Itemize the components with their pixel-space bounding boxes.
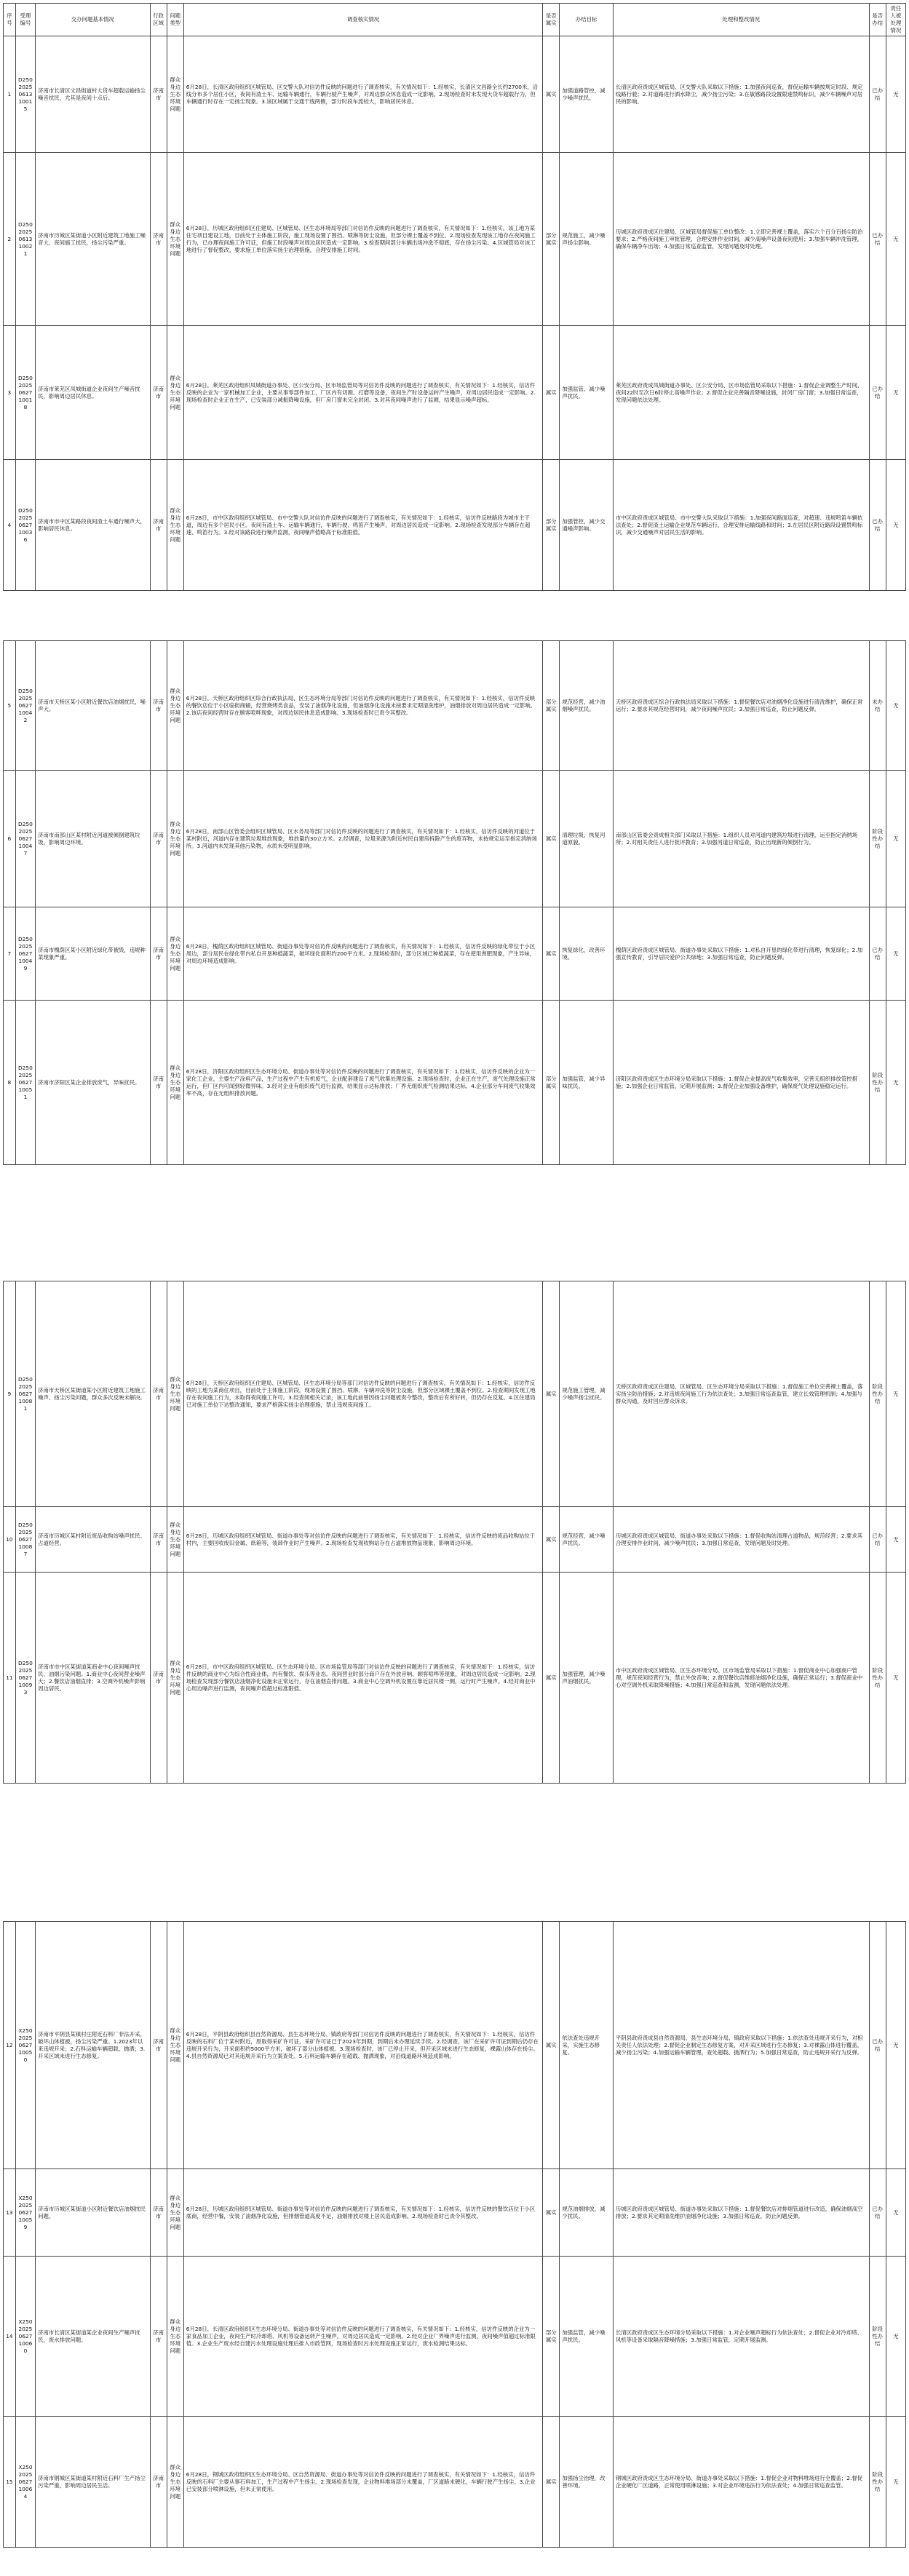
row-seq: 8 bbox=[4, 1001, 16, 1165]
report-table bbox=[3, 3, 906, 591]
report-table bbox=[3, 640, 906, 1165]
row-accountability: 无 bbox=[886, 771, 905, 907]
row-rectify: 市中区政府责成区城管局、区生态环境分局、区市场监管局采取以下措施：1.督促商业中心加强商户管理，规范夜间经营行为，禁止外放音响；2.督促餐饮店维修油烟净化设施，确保正常运行；3.督促商业中心对空调外机采取降噪措施；4.加强日常巡查和监测，发现问题依法处理。 bbox=[613, 1573, 869, 1784]
row-district: 济南市 bbox=[150, 907, 167, 1001]
col-header-seq: 序号 bbox=[4, 4, 16, 36]
row-type: 群众身边生态环境问题 bbox=[167, 1281, 183, 1507]
row-closed: 已办结 bbox=[869, 153, 886, 326]
col-header-case-no: 受理编号 bbox=[15, 4, 35, 36]
row-type: 群众身边生态环境问题 bbox=[167, 2257, 183, 2417]
table-row bbox=[4, 771, 906, 907]
header-row bbox=[4, 4, 906, 36]
table-row bbox=[4, 641, 906, 771]
row-type: 群众身边生态环境问题 bbox=[167, 1922, 183, 2169]
row-rectify: 平阴县政府责成县自然资源局、县生态环境分局、镇政府采取以下措施：1.依法查处违规开采行为，对相关责任人依法处理；2.督促企业制定生态修复方案，对开采区域进行生态修复；3.对裸露山体进行覆盖，减少扬尘污染；4.加强运输车辆管理，查处超载、抛洒行为；5.加强日常巡查，防止违规开采行为反弹。 bbox=[613, 1922, 869, 2169]
col-header-accountability: 责任人被处理情况 bbox=[886, 4, 905, 36]
row-case-no: D2502025062710087 bbox=[15, 1507, 35, 1573]
row-district: 济南市 bbox=[150, 153, 167, 326]
row-finding: 6月28日，市中区政府组织区城管局、市中交警大队对信访件反映的问题进行了调查核实，有关情况如下：1.经核实，信访件反映路段为城市主干道，周边有多个居民小区。夜间有渣土车、运输车辆通行，车辆行驶、鸣笛产生噪声，对周边居民造成一定影响。2.现场检查发现部分车辆存在超速、鸣笛行为。3.经对该路段进行噪声监测，夜间噪声值略高于标准限值。 bbox=[183, 460, 542, 591]
row-rectify: 长清区政府责成区生态环境分局采取以下措施：1.对企业噪声超标行为依法查处；2.督促企业对冷却塔、风机等设备采取隔音降噪措施；3.加强日常监管，定期开展监测。 bbox=[613, 2257, 869, 2417]
row-issue: 济南市历城区某街道小区附近建筑工地施工噪音大、夜间施工扰民，扬尘污染严重。 bbox=[36, 153, 150, 326]
row-verified: 部分属实 bbox=[543, 641, 560, 771]
row-verified: 属实 bbox=[543, 1281, 560, 1507]
row-accountability: 无 bbox=[886, 907, 905, 1001]
row-rectify: 天桥区政府责成区综合行政执法局采取以下措施：1.督促餐饮店对油烟净化设施进行清洗维护，确保正常运行；2.要求其规范经营时间，减少夜间噪声扰民；3.加强日常巡查，防止问题反弹。 bbox=[613, 641, 869, 771]
row-finding: 6月28日，天桥区政府组织区住建局、区城管局、区生态环境分局等部门对信访件反映的问题进行了调查核实，有关情况如下：1.经核实，信访件反映的工地为某商住项目，目前处于主体施工阶段。现场设置了围挡、喷淋、车辆冲洗等防尘设施，但部分区域裸土覆盖不到位。2.检查期间发现工地存在夜间施工行为，未取得夜间施工许可。3.经查阅相关记录，该工地此前曾因扬尘问题被责令整改，整改后有所好转，但仍存在反复。4.区住建局已对施工单位下达整改通知，要求严格落实扬尘治理措施，禁止违规夜间施工。 bbox=[183, 1281, 542, 1507]
row-goal: 加强监管，减少异味扰民。 bbox=[560, 1001, 613, 1165]
row-issue: 济南市平阴县某镇村庄附近石料厂非法开采，破坏山体植被，扬尘污染严重。1.2023年以来违规开采；2.石料运输车辆超载、抛洒；3.开采区域未进行生态修复。 bbox=[36, 1922, 150, 2169]
row-rectify: 济阳区政府责成区生态环境分局采取以下措施：1.督促企业提高废气收集效率，完善无组织排放管控措施；2.加强企业日常监管，定期开展监测；3.督促企业加强设备维护，确保废气处理设施稳定运行。 bbox=[613, 1001, 869, 1165]
row-rectify: 历城区政府责成区住建局、区城管局督促施工单位整改：1.立即完善裸土覆盖，落实六个百分百扬尘防治要求；2.严格夜间施工审批管理，合理安排作业时间，减少高噪声设备夜间使用；3.加强车辆冲洗管理，确保车辆净车出场；4.加强日常巡查监管，发现问题及时处理。 bbox=[613, 153, 869, 326]
table-row bbox=[4, 2257, 906, 2417]
row-finding: 6月28日，长清区政府组织区城管局、区交警大队对信访件反映的问题进行了调查核实，有关情况如下：1.经核实，长清区文昌路全长约2700米，沿线分布多个居住小区，夜间有渣土车、运输车辆通行，车辆行驶产生噪声，对周边群众休息造成一定影响。2.现场检查时未发现大货车超载行为，但车辆通行时存在一定扬尘现象。3.该区域属于交通干线两侧，部分时段车流较大，影响居民休息。 bbox=[183, 36, 542, 153]
row-goal: 清理垃圾，恢复河道原貌。 bbox=[560, 771, 613, 907]
table-row bbox=[4, 460, 906, 591]
row-rectify: 南部山区管委会责成相关部门采取以下措施：1.组织人员对河道内建筑垃圾进行清理，运至指定消纳场所；2.对相关责任人进行批评教育；3.加强河道日常巡查，防止出现新的倾倒行为。 bbox=[613, 771, 869, 907]
col-header-goal: 办结目标 bbox=[560, 4, 613, 36]
row-rectify: 天桥区政府责成区住建局、区城管局、区生态环境分局采取以下措施：1.督促施工单位完善裸土覆盖，落实扬尘防治措施；2.对违规夜间施工行为依法查处；3.加强日常巡查监管，建立长效管理机制；4.加强与群众沟通，及时回应群众诉求。 bbox=[613, 1281, 869, 1507]
row-verified: 属实 bbox=[543, 1922, 560, 2169]
row-accountability: 无 bbox=[886, 2257, 905, 2417]
row-issue: 济南市南部山区某村附近河道被倾倒建筑垃圾，影响周边环境。 bbox=[36, 771, 150, 907]
row-rectify: 历城区政府责成区城管局、街道办事处采取以下措施：1.督促收购站清理占道物品，规范经营；2.要求其合理安排作业时间，减少噪声扰民；3.加强日常巡查，发现问题及时处理。 bbox=[613, 1507, 869, 1573]
row-case-no: D2502025062710047 bbox=[15, 771, 35, 907]
row-issue: 济南市市中区某路段夜间渣土车通行噪声大，影响居民休息。 bbox=[36, 460, 150, 591]
row-case-no: D2502025062710049 bbox=[15, 907, 35, 1001]
row-verified: 属实 bbox=[543, 326, 560, 460]
row-seq: 6 bbox=[4, 771, 16, 907]
col-header-finding: 调查核实情况 bbox=[183, 4, 542, 36]
row-issue: 济南市莱芜区凤城街道企业夜间生产噪音扰民，影响周边居民休息。 bbox=[36, 326, 150, 460]
row-issue: 济南市济阳区某企业排放废气，异味扰民。 bbox=[36, 1001, 150, 1165]
page-1 bbox=[3, 3, 906, 591]
row-finding: 6月28日，平阴县政府组织县自然资源局、县生态环境分局、镇政府等部门对信访件反映的问题进行了调查核实，有关情况如下：1.经核实，信访件反映的石料厂位于某村附近，原取得采矿许可证，采矿许可证已于2023年到期，到期后未办理延续手续。2.经调查，该厂在采矿许可证到期后仍存在违规开采行为，开采面积约5000平方米，破坏了部分山体植被。3.现场检查时，该厂已停止开采，但开采区域未进行生态修复，裸露山体存在扬尘。4.县自然资源局已对其违规开采行为立案查处。5.石料运输车辆存在超载、抛洒现象，对沿线道路环境造成影响。 bbox=[183, 1922, 542, 2169]
col-header-issue: 交办问题基本情况 bbox=[36, 4, 150, 36]
row-verified: 部分属实 bbox=[543, 2257, 560, 2417]
row-issue: 济南市钢城区某街道某村附近石料厂生产扬尘污染严重，影响周边居民生活。 bbox=[36, 2417, 150, 2548]
row-rectify: 历城区政府责成区城管局、街道办事处采取以下措施：1.督促餐饮店对排烟管道进行改造，确保油烟高空排放；2.要求其定期清洗维护油烟净化设施；3.加强日常巡查，防止问题反弹。 bbox=[613, 2169, 869, 2257]
row-rectify: 钢城区政府责成区生态环境分局、街道办事处采取以下措施：1.督促企业对物料堆场进行全覆盖；2.督促企业硬化厂区道路，正常使用喷淋设施；3.对企业环境违法行为依法查处；4.加强日常巡查监管。 bbox=[613, 2417, 869, 2548]
row-type: 群众身边生态环境问题 bbox=[167, 907, 183, 1001]
row-district: 济南市 bbox=[150, 1507, 167, 1573]
row-district: 济南市 bbox=[150, 1281, 167, 1507]
row-district: 济南市 bbox=[150, 326, 167, 460]
row-closed: 已办结 bbox=[869, 326, 886, 460]
row-goal: 规范施工管理，减少噪声扬尘扰民。 bbox=[560, 1281, 613, 1507]
row-district: 济南市 bbox=[150, 36, 167, 153]
row-case-no: D2502025062710042 bbox=[15, 641, 35, 771]
row-accountability: 无 bbox=[886, 1573, 905, 1784]
row-finding: 6月28日，莱芜区政府组织凤城街道办事处、区公安分局、区市场监管局等对信访件反映的问题进行了调查核实，有关情况如下：1.经核实，信访件反映的企业为一家机械加工企业，主要从事零部件加工，厂区内有切割、打磨等设备，夜间生产时设备运转产生噪声，对周边居民造成一定影响。2.现场检查时企业正在生产，已安装部分减振降噪设施，但厂房门窗未完全封闭。3.对其夜间噪声进行了监测，结果显示噪声超标。 bbox=[183, 326, 542, 460]
row-case-no: X2502025062710050 bbox=[15, 1922, 35, 2169]
row-seq: 15 bbox=[4, 2417, 16, 2548]
row-district: 济南市 bbox=[150, 1001, 167, 1165]
row-finding: 6月28日，南部山区管委会组织区城管局、区水务局等部门对信访件反映的问题进行了调查核实，有关情况如下：1.经核实，信访件反映的河道位于某村附近，河道内存在建筑垃圾堆放现象，堆放量约30立方米。2.经调查，垃圾来源为附近村民自建房拆除产生的废弃物，未按规定运至指定消纳场所。3.河道内未发现其他污染物，水质未受明显影响。 bbox=[183, 771, 542, 907]
row-issue: 济南市天桥区某街道某小区附近建筑工地施工噪声、扬尘污染问题，群众多次反映未解决。 bbox=[36, 1281, 150, 1507]
table-row bbox=[4, 907, 906, 1001]
row-case-no: D2502025062710036 bbox=[15, 460, 35, 591]
row-issue: 济南市历城区某街道小区附近餐饮店油烟扰民问题。 bbox=[36, 2169, 150, 2257]
row-accountability: 无 bbox=[886, 1001, 905, 1165]
row-district: 济南市 bbox=[150, 2257, 167, 2417]
row-goal: 加强监管，减少噪声扰民。 bbox=[560, 2257, 613, 2417]
row-finding: 6月28日，历城区政府组织区城管局、街道办事处等对信访件反映的问题进行了调查核实，有关情况如下：1.经核实，信访件反映的废品收购站位于村内，主要回收废旧金属、纸箱等，装卸作业时产生噪声。2.现场检查发现收购站存在占道堆放物品现象，影响周边环境。 bbox=[183, 1507, 542, 1573]
row-rectify: 市中区政府责成区城管局、市中交警大队采取以下措施：1.加强夜间路面巡查，对超速、违规鸣笛车辆依法查处；2.督促渣土运输企业规范车辆运行，合理安排运输线路和时间；3.在居民区附近路段设置禁鸣标识，减少交通噪声对居民生活的影响。 bbox=[613, 460, 869, 591]
row-closed: 阶段性办结 bbox=[869, 771, 886, 907]
row-district: 济南市 bbox=[150, 771, 167, 907]
row-verified: 属实 bbox=[543, 771, 560, 907]
row-case-no: D2502025061310015 bbox=[15, 36, 35, 153]
row-seq: 13 bbox=[4, 2169, 16, 2257]
row-goal: 规范施工，减少噪声扬尘影响。 bbox=[560, 153, 613, 326]
row-type: 群众身边生态环境问题 bbox=[167, 2169, 183, 2257]
row-case-no: X2502025062710059 bbox=[15, 2169, 35, 2257]
row-goal: 加强扬尘治理，改善环境。 bbox=[560, 2417, 613, 2548]
table-row bbox=[4, 2417, 906, 2548]
row-district: 济南市 bbox=[150, 1922, 167, 2169]
row-seq: 9 bbox=[4, 1281, 16, 1507]
row-district: 济南市 bbox=[150, 460, 167, 591]
row-seq: 1 bbox=[4, 36, 16, 153]
row-accountability: 无 bbox=[886, 641, 905, 771]
row-case-no: D2502025062710093 bbox=[15, 1573, 35, 1784]
row-type: 群众身边生态环境问题 bbox=[167, 153, 183, 326]
row-district: 济南市 bbox=[150, 2417, 167, 2548]
row-goal: 加强管控，减少交通噪声影响。 bbox=[560, 460, 613, 591]
row-accountability: 无 bbox=[886, 36, 905, 153]
row-district: 济南市 bbox=[150, 2169, 167, 2257]
table-row bbox=[4, 36, 906, 153]
row-finding: 6月28日，长清区政府组织区生态环境分局、街道办事处等对信访件反映的问题进行了调查核实，有关情况如下：1.经核实，信访件反映的企业为一家食品加工企业，夜间生产时冷却塔、风机等设备运转产生噪声，对周边居民造成一定影响。2.经对企业厂界噪声进行监测，夜间噪声值超过标准限值。3.企业生产废水经自建污水处理设施处理后排入市政管网，现场检查时污水处理设施正常运行，废水检测结果达标。 bbox=[183, 2257, 542, 2417]
row-case-no: X2502025062710064 bbox=[15, 2417, 35, 2548]
row-finding: 6月28日，历城区政府组织区住建局、区城管局、区生态环境局等部门对信访件反映的问题进行了调查核实，有关情况如下：1.经核实，该工地为某住宅项目建设工地，目前处于主体施工阶段，施工现场设置了围挡、喷淋等防尘设施，但部分裸土覆盖不到位。2.现场检查发现该工地存在夜间施工行为，已办理夜间施工许可证，但施工时段噪声对周边居民造成一定影响。3.检查期间部分车辆出场冲洗不彻底，存在扬尘污染。4.区城管局对该工地进行了督促整改，要求施工单位落实扬尘治理措施，合理安排施工时间。 bbox=[183, 153, 542, 326]
row-issue: 济南市历城区某村附近废品收购站噪声扰民、占道经营。 bbox=[36, 1507, 150, 1573]
row-verified: 属实 bbox=[543, 1573, 560, 1784]
row-case-no: X2502025062710060 bbox=[15, 2257, 35, 2417]
row-finding: 6月28日，槐荫区政府组织区城管局、街道办事处等对信访件反映的问题进行了调查核实，有关情况如下：1.经核实，信访件反映的绿化带位于小区周边，部分居民在绿化带内私自开垦种植蔬菜，破坏绿化面积约200平方米。2.现场检查时，部分区域已种植蔬菜，存在使用粪肥现象，产生异味，对周边环境造成影响。 bbox=[183, 907, 542, 1001]
row-seq: 10 bbox=[4, 1507, 16, 1573]
row-accountability: 无 bbox=[886, 460, 905, 591]
row-closed: 阶段性办结 bbox=[869, 2417, 886, 2548]
row-seq: 14 bbox=[4, 2257, 16, 2417]
table-row bbox=[4, 326, 906, 460]
row-seq: 12 bbox=[4, 1922, 16, 2169]
row-goal: 加强道路管控，减少噪声扰民。 bbox=[560, 36, 613, 153]
row-verified: 属实 bbox=[543, 2169, 560, 2257]
row-accountability: 无 bbox=[886, 2169, 905, 2257]
row-verified: 属实 bbox=[543, 36, 560, 153]
row-finding: 6月28日，钢城区政府组织区生态环境分局、区自然资源局、街道办事处等对信访件反映的问题进行了调查核实，有关情况如下：1.经核实，信访件反映的石料厂主要从事石料加工，生产过程中产生扬尘。2.现场检查发现，企业物料堆场部分未覆盖，厂区道路未硬化，车辆行驶产生扬尘。3.企业已安装部分喷淋设施，但未正常使用。 bbox=[183, 2417, 542, 2548]
table-row bbox=[4, 1507, 906, 1573]
row-finding: 6月28日，济阳区政府组织区生态环境分局、街道办事处等对信访件反映的问题进行了调查核实，有关情况如下：1.经核实，信访件反映的企业为一家化工企业，主要生产涂料产品，生产过程中产生有机废气，企业配套建设了废气收集处理设施。2.现场检查时，企业正在生产，废气处理设施正常运行，但厂区内可闻到轻微异味。3.经对企业有组织废气进行监测，结果显示达标排放；厂界无组织废气检测结果达标。4.企业部分车间废气收集效率不高，存在无组织排放问题。 bbox=[183, 1001, 542, 1165]
row-district: 济南市 bbox=[150, 641, 167, 771]
row-rectify: 长清区政府责成区城管局、区交警大队采取以下措施：1.加强夜间巡查，督促运输车辆按规定时段、规定线路行驶；2.对道路进行洒水降尘，减少扬尘污染；3.在敏感路段设置限速禁鸣标识，减少车辆噪声对居民的影响。 bbox=[613, 36, 869, 153]
row-type: 群众身边生态环境问题 bbox=[167, 771, 183, 907]
row-goal: 加强管理，减少噪声油烟扰民。 bbox=[560, 1573, 613, 1784]
row-finding: 6月28日，市中区政府组织区城管局、区生态环境分局、区市场监管局等部门对信访件反映的问题进行了调查核实，有关情况如下：1.经核实，信访件反映的商业中心为综合性商业体，内有餐饮、娱乐等业态。夜间营业时部分商户存在外放音响、顾客喧哗等现象，对周边居民造成一定影响。2.现场检查发现部分餐饮店油烟净化设施未正常运行，存在油烟直排问题。3.商业中心空调外机设置在靠近居民楼一侧，运行时产生噪声。4.经对商业中心周边噪声进行监测，夜间噪声值超过标准限值。 bbox=[183, 1573, 542, 1784]
row-issue: 济南市市中区某街道某商业中心夜间噪声扰民、油烟污染问题。1.商业中心夜间营业噪声大；2.餐饮店油烟直排；3.空调外机噪声影响周边居民。 bbox=[36, 1573, 150, 1784]
row-rectify: 槐荫区政府责成区城管局、街道办事处采取以下措施：1.对私自开垦的绿化带进行清理，恢复绿化；2.加强宣传教育，引导居民爱护公共绿地；3.加强日常巡查，防止问题反弹。 bbox=[613, 907, 869, 1001]
row-closed: 已办结 bbox=[869, 2169, 886, 2257]
row-seq: 3 bbox=[4, 326, 16, 460]
row-closed: 阶段性办结 bbox=[869, 2257, 886, 2417]
row-verified: 属实 bbox=[543, 907, 560, 1001]
row-verified: 属实 bbox=[543, 1507, 560, 1573]
row-type: 群众身边生态环境问题 bbox=[167, 460, 183, 591]
row-goal: 规范油烟排放，减少扰民。 bbox=[560, 2169, 613, 2257]
row-closed: 已办结 bbox=[869, 907, 886, 1001]
row-finding: 6月28日，历城区政府组织区城管局、街道办事处等对信访件反映的问题进行了调查核实，有关情况如下：1.经核实，信访件反映的餐饮店位于小区底商，经营中餐，安装了油烟净化设施，但排烟管道高度不足，油烟排放对楼上居民造成影响。2.现场检查时已责令其整改。 bbox=[183, 2169, 542, 2257]
row-type: 群众身边生态环境问题 bbox=[167, 1573, 183, 1784]
row-type: 群众身边生态环境问题 bbox=[167, 326, 183, 460]
table-row bbox=[4, 153, 906, 326]
row-type: 群众身边生态环境问题 bbox=[167, 641, 183, 771]
row-type: 群众身边生态环境问题 bbox=[167, 2417, 183, 2548]
row-seq: 2 bbox=[4, 153, 16, 326]
table-row bbox=[4, 1922, 906, 2169]
row-accountability: 无 bbox=[886, 326, 905, 460]
row-verified: 部分属实 bbox=[543, 460, 560, 591]
row-goal: 规范经营，减少油烟噪声扰民。 bbox=[560, 641, 613, 771]
row-type: 群众身边生态环境问题 bbox=[167, 1507, 183, 1573]
row-accountability: 无 bbox=[886, 1507, 905, 1573]
row-verified: 部分属实 bbox=[543, 1001, 560, 1165]
row-goal: 依法查处违规开采，实施生态修复。 bbox=[560, 1922, 613, 2169]
row-verified: 部分属实 bbox=[543, 153, 560, 326]
row-closed: 已办结 bbox=[869, 1922, 886, 2169]
table-row bbox=[4, 1573, 906, 1784]
row-case-no: D2502025062710018 bbox=[15, 326, 35, 460]
row-closed: 已办结 bbox=[869, 36, 886, 153]
col-header-closed: 是否办结 bbox=[869, 4, 886, 36]
row-issue: 济南市槐荫区某小区附近绿化带被毁，违规种菜现象严重。 bbox=[36, 907, 150, 1001]
page-4 bbox=[3, 1921, 906, 2548]
report-table bbox=[3, 1921, 906, 2548]
col-header-district: 行政区域 bbox=[150, 4, 167, 36]
col-header-rectify: 处理和整改情况 bbox=[613, 4, 869, 36]
row-seq: 5 bbox=[4, 641, 16, 771]
row-case-no: D2502025062710051 bbox=[15, 1001, 35, 1165]
row-closed: 已办结 bbox=[869, 460, 886, 591]
row-accountability: 无 bbox=[886, 2417, 905, 2548]
report-table bbox=[3, 1281, 906, 1784]
row-rectify: 莱芜区政府责成凤城街道办事处、区公安分局、区市场监管局采取以下措施：1.督促企业调整生产时间，夜间22时至次日6时停止高噪声作业；2.督促企业完善隔音降噪设施，封闭厂房门窗；3.加强日常巡查，发现问题依法处理。 bbox=[613, 326, 869, 460]
row-issue: 济南市天桥区某小区附近餐饮店油烟扰民，噪声大。 bbox=[36, 641, 150, 771]
row-issue: 济南市长清区文昌街道村大货车超载运输扬尘噪音扰民，尤其是夜间十点后。 bbox=[36, 36, 150, 153]
row-closed: 阶段性办结 bbox=[869, 1281, 886, 1507]
row-type: 群众身边生态环境问题 bbox=[167, 36, 183, 153]
row-closed: 已办结 bbox=[869, 1507, 886, 1573]
row-accountability: 无 bbox=[886, 153, 905, 326]
col-header-type: 问题类型 bbox=[167, 4, 183, 36]
row-goal: 规范经营，减少噪声扰民。 bbox=[560, 1507, 613, 1573]
row-goal: 加强监管，减少噪声扰民。 bbox=[560, 326, 613, 460]
row-case-no: D2502025061310021 bbox=[15, 153, 35, 326]
row-finding: 6月28日，天桥区政府组织区综合行政执法局、区生态环境分局等部门对信访件反映的问题进行了调查核实，有关情况如下：1.经核实，信访件反映的餐饮店位于小区临街商铺，经营烧烤类食品，安装了油烟净化设施，但油烟净化设施未按要求定期清洗维护，油烟排放对周边居民造成一定影响。2.该店夜间经营时存在顾客喧哗现象，对周边居民休息造成影响。3.现场检查时已责令其整改。 bbox=[183, 641, 542, 771]
row-case-no: D2502025062710081 bbox=[15, 1281, 35, 1507]
row-seq: 7 bbox=[4, 907, 16, 1001]
row-accountability: 无 bbox=[886, 1922, 905, 2169]
table-row bbox=[4, 1001, 906, 1165]
row-seq: 11 bbox=[4, 1573, 16, 1784]
table-row bbox=[4, 1281, 906, 1507]
page-3 bbox=[3, 1281, 906, 1784]
row-type: 群众身边生态环境问题 bbox=[167, 1001, 183, 1165]
row-accountability: 无 bbox=[886, 1281, 905, 1507]
table-row bbox=[4, 2169, 906, 2257]
row-seq: 4 bbox=[4, 460, 16, 591]
row-closed: 阶段性办结 bbox=[869, 1001, 886, 1165]
row-verified: 属实 bbox=[543, 2417, 560, 2548]
col-header-verified: 是否属实 bbox=[543, 4, 560, 36]
row-closed: 未办结 bbox=[869, 641, 886, 771]
row-issue: 济南市长清区某街道某企业夜间生产噪声扰民，废水排放问题。 bbox=[36, 2257, 150, 2417]
row-goal: 恢复绿化，改善环境。 bbox=[560, 907, 613, 1001]
row-district: 济南市 bbox=[150, 1573, 167, 1784]
page-2 bbox=[3, 640, 906, 1165]
row-closed: 阶段性办结 bbox=[869, 1573, 886, 1784]
